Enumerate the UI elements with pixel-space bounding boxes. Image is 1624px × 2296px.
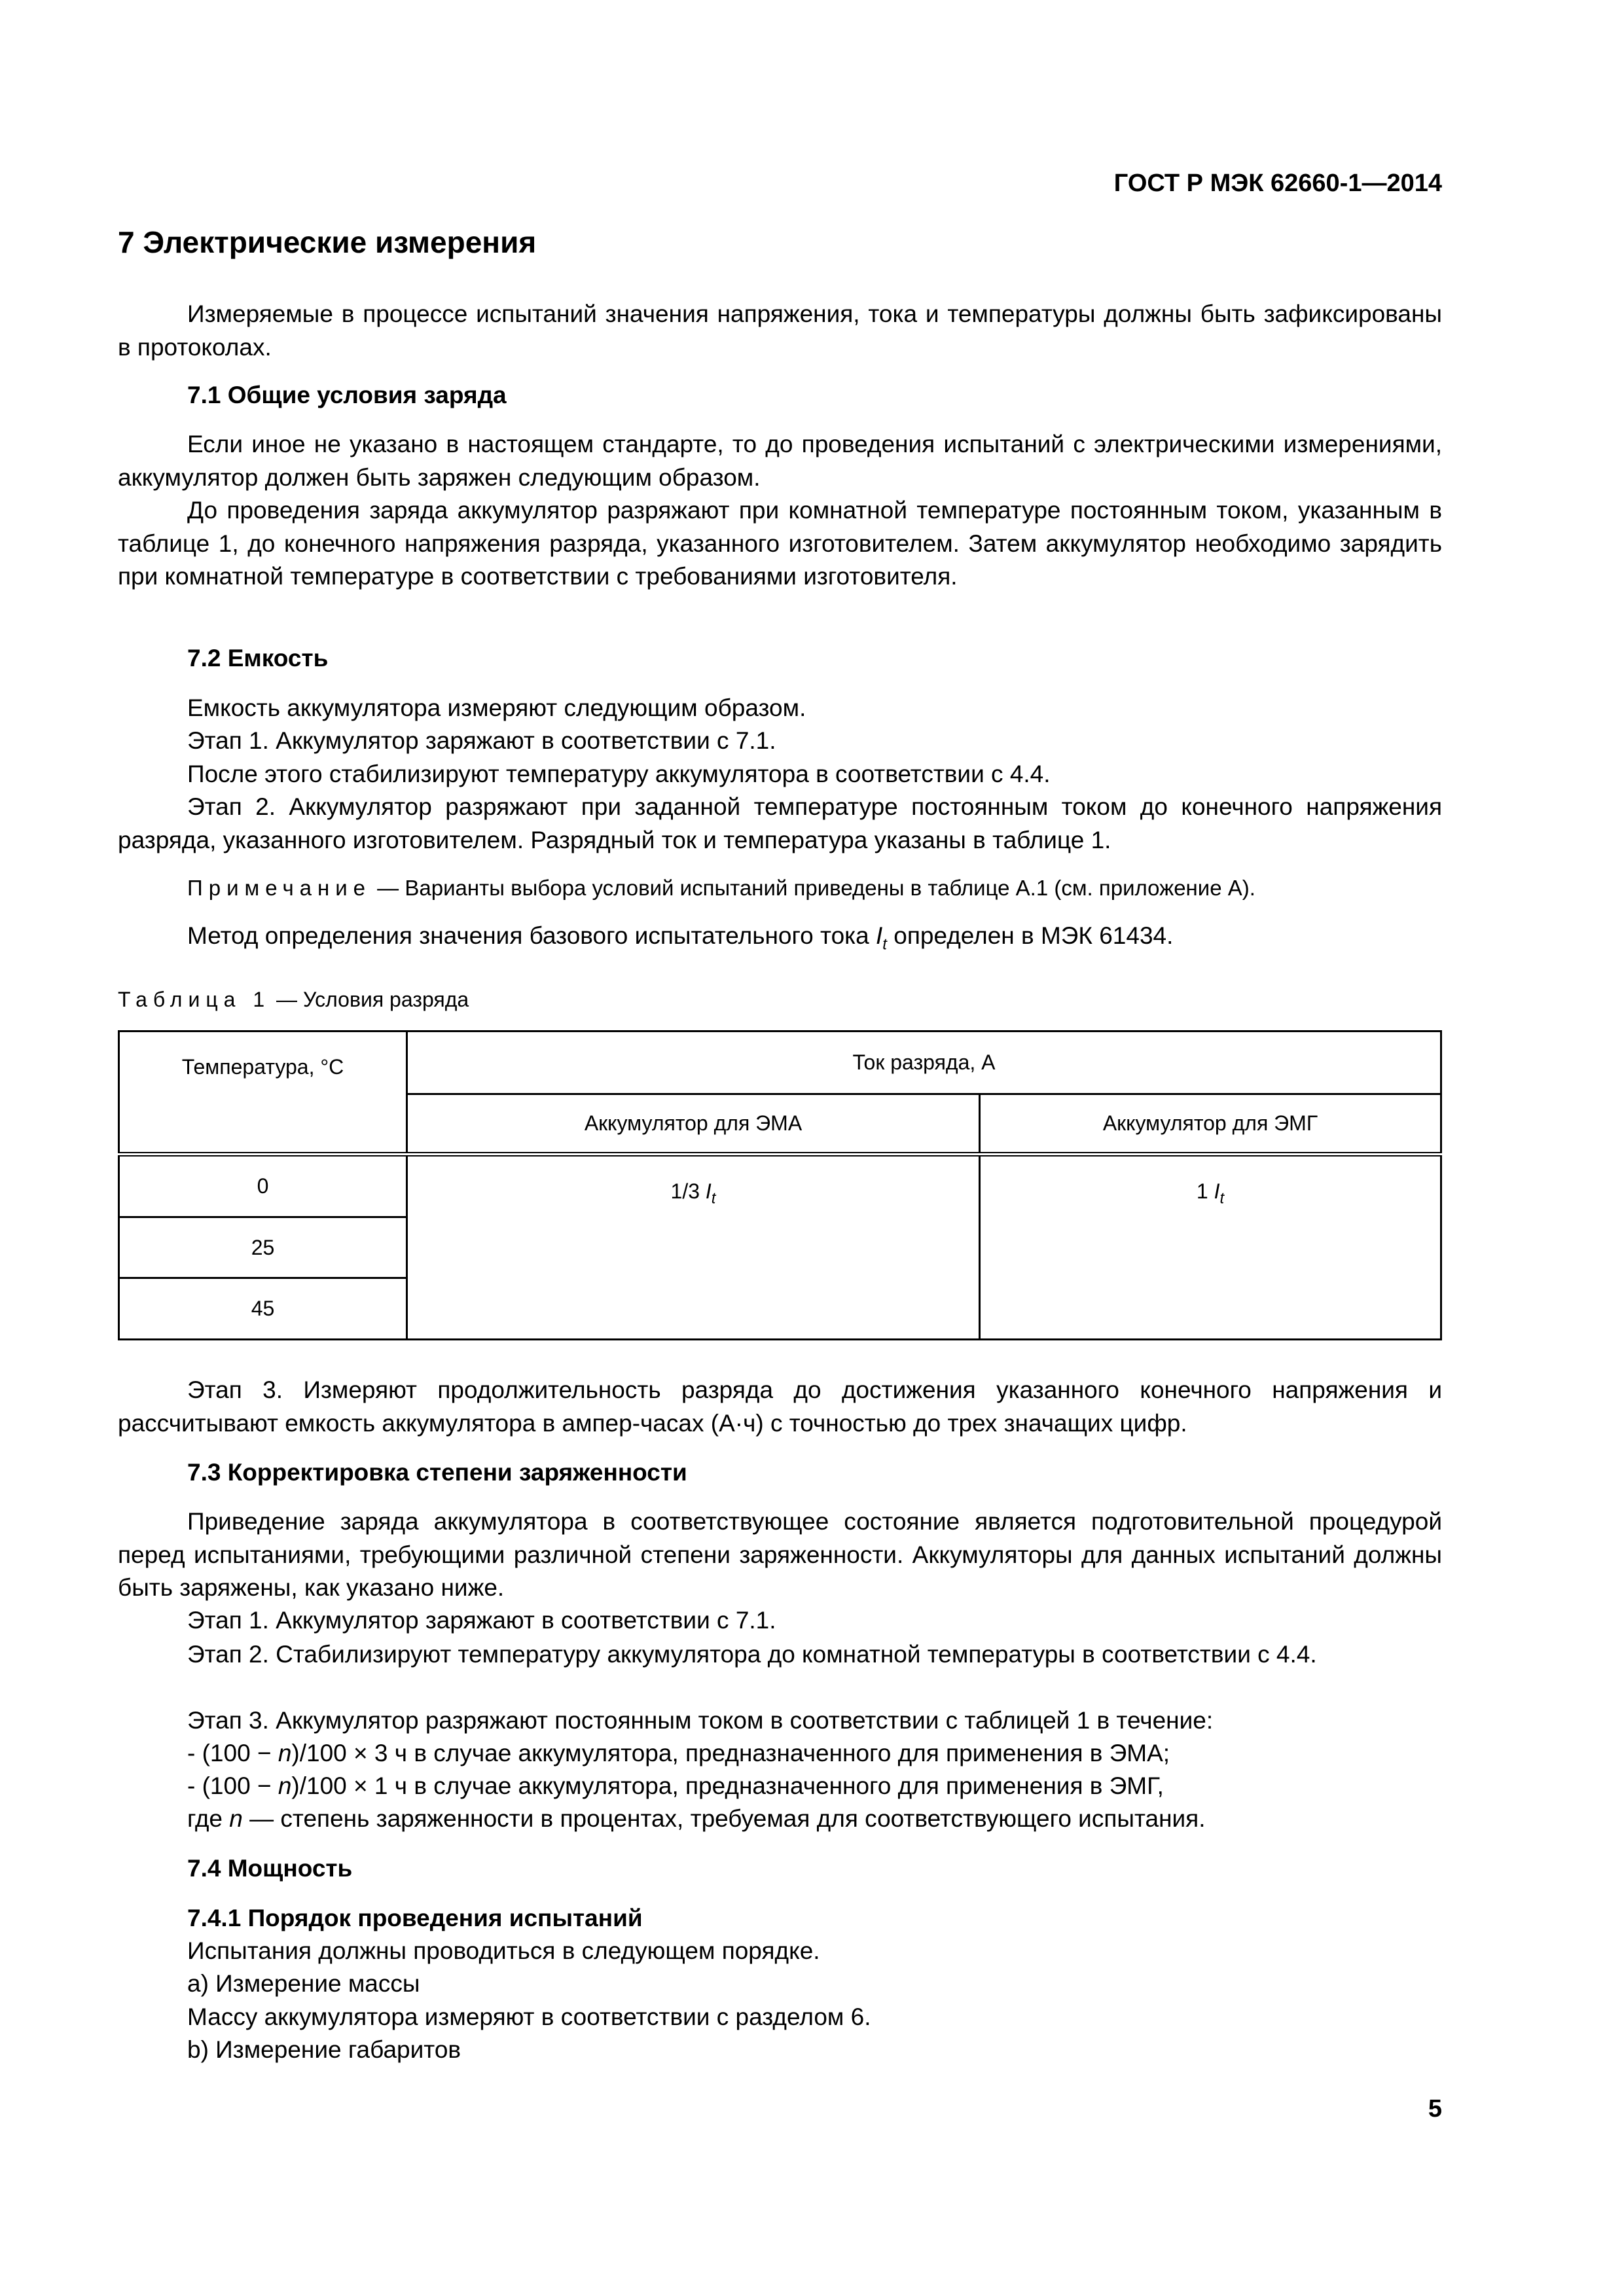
formula-text: - (100 − (187, 1740, 278, 1767)
variable-n: n (229, 1805, 243, 1832)
method-text: Метод определения значения базового испытательного тока (187, 922, 876, 949)
current-subscript: t (882, 935, 887, 954)
section-7-paragraph: Измеряемые в процессе испытаний значения напряжения, тока и температуры должны быть зафиксированы в протоколах. (118, 300, 1442, 361)
current-subscript: t (1219, 1189, 1225, 1208)
emg-current-cell (980, 1155, 1441, 1340)
header-discharge-current: Ток разряда, А (407, 1031, 1441, 1094)
current-symbol: I (1214, 1179, 1220, 1204)
formula-text: - (100 − (187, 1772, 278, 1799)
header-ema: Аккумулятор для ЭМА (407, 1094, 980, 1155)
section-7-3-heading: 7.3 Корректировка степени заряженности (187, 1459, 687, 1486)
section-7-1-heading: 7.1 Общие условия заряда (187, 382, 507, 408)
temp-cell: 25 (119, 1217, 407, 1278)
section-7-2-paragraph-4: Этап 2. Аккумулятор разряжают при заданной температуре постоянным током до конечного напряжения разряда, указанного изготовителем. Разрядный ток и температура указаны в таблице 1. (118, 793, 1442, 853)
section-7-2-paragraph-5: Этап 3. Измеряют продолжительность разряда до достижения указанного конечного напряжения и рассчитывают емкость аккумулятора в ампер-часах (А·ч) с точностью до трех значащих цифр. (118, 1376, 1442, 1437)
section-7-4-heading: 7.4 Мощность (187, 1855, 353, 1882)
ema-current-cell (407, 1155, 980, 1340)
section-7-heading: 7 Электрические измерения (118, 225, 537, 259)
variable-n: n (278, 1740, 292, 1767)
table-caption-label: Таблица 1 (118, 988, 271, 1011)
section-7-1-paragraph-2: До проведения заряда аккумулятор разряжают при комнатной температуре постоянным током, указанным в таблице 1, до конечного напряжения разряда, указанного изготовителем. Затем аккумулятор необходимо зарядить при комнатной температуре в соответствии с требованиями изготовителя. (118, 497, 1442, 590)
definition-text: — степень заряженности в процентах, требуемая для соответствующего испытания. (242, 1805, 1206, 1832)
formula-ema (118, 1737, 1442, 1770)
section-7-2-paragraph-1: Емкость аккумулятора измеряют следующим образом. (187, 694, 806, 721)
emg-value: 1 (1196, 1179, 1214, 1204)
section-7-4-1-heading: 7.4.1 Порядок проведения испытаний (187, 1905, 643, 1931)
section-7-2-paragraph-2: Этап 1. Аккумулятор заряжают в соответствии с 7.1. (187, 727, 776, 754)
section-7-4-1-line-2: a) Измерение массы (187, 1970, 420, 1997)
variable-definition (118, 1803, 1442, 1836)
section-7-3-paragraph-3: Этап 2. Стабилизируют температуру аккумулятора до комнатной температуры в соответствии с 4.4. (187, 1641, 1317, 1668)
temp-cell: 45 (119, 1278, 407, 1340)
table-caption (118, 983, 469, 1016)
ema-value: 1/3 (670, 1179, 706, 1204)
section-7-2-paragraph-3: После этого стабилизируют температуру аккумулятора в соответствии с 4.4. (187, 761, 1051, 787)
document-header: ГОСТ Р МЭК 62660-1—2014 (1113, 170, 1442, 197)
current-symbol: I (876, 922, 883, 949)
section-7-4-1-line-4: b) Измерение габаритов (187, 2036, 461, 2063)
header-temperature: Температура, °C (119, 1031, 407, 1155)
section-7-3-paragraph-1: Приведение заряда аккумулятора в соответствующее состояние является подготовительной процедурой перед испытаниями, требующими различной степени заряженности. Аккумуляторы для данных испытаний должны быть заряжены, как указано ниже. (118, 1508, 1442, 1601)
note (118, 872, 1442, 905)
section-7-1-paragraph-1: Если иное не указано в настоящем стандарте, то до проведения испытаний с электрическими измерениями, аккумулятор должен быть заряжен следующим образом. (118, 431, 1442, 491)
current-symbol: I (705, 1179, 712, 1204)
discharge-conditions-table (118, 1030, 1442, 1340)
formula-emg (118, 1770, 1442, 1803)
section-7-3-paragraph-4: Этап 3. Аккумулятор разряжают постоянным током в соответствии с таблицей 1 в течение: (187, 1707, 1214, 1734)
section-7-2-heading: 7.2 Емкость (187, 645, 329, 672)
method-text-end: определен в МЭК 61434. (886, 922, 1174, 949)
definition-text: где (187, 1805, 230, 1832)
table-caption-text: — Условия разряда (270, 988, 469, 1011)
page-number: 5 (1428, 2095, 1442, 2123)
section-7-4-1-line-1: Испытания должны проводиться в следующем порядке. (187, 1937, 820, 1964)
header-emg: Аккумулятор для ЭМГ (980, 1094, 1441, 1155)
variable-n: n (278, 1772, 292, 1799)
note-label: Примечание (187, 876, 372, 900)
temp-cell: 0 (119, 1155, 407, 1217)
current-subscript: t (711, 1189, 716, 1208)
section-7-3-paragraph-2: Этап 1. Аккумулятор заряжают в соответствии с 7.1. (187, 1607, 776, 1634)
method-paragraph (118, 920, 1442, 961)
formula-text: )/100 × 3 ч в случае аккумулятора, предназначенного для применения в ЭМА; (291, 1740, 1170, 1767)
formula-text: )/100 × 1 ч в случае аккумулятора, предназначенного для применения в ЭМГ, (291, 1772, 1164, 1799)
note-text: — Варианты выбора условий испытаний приведены в таблице А.1 (см. приложение А). (371, 876, 1255, 900)
section-7-4-1-line-3: Массу аккумулятора измеряют в соответствии с разделом 6. (187, 2003, 871, 2030)
